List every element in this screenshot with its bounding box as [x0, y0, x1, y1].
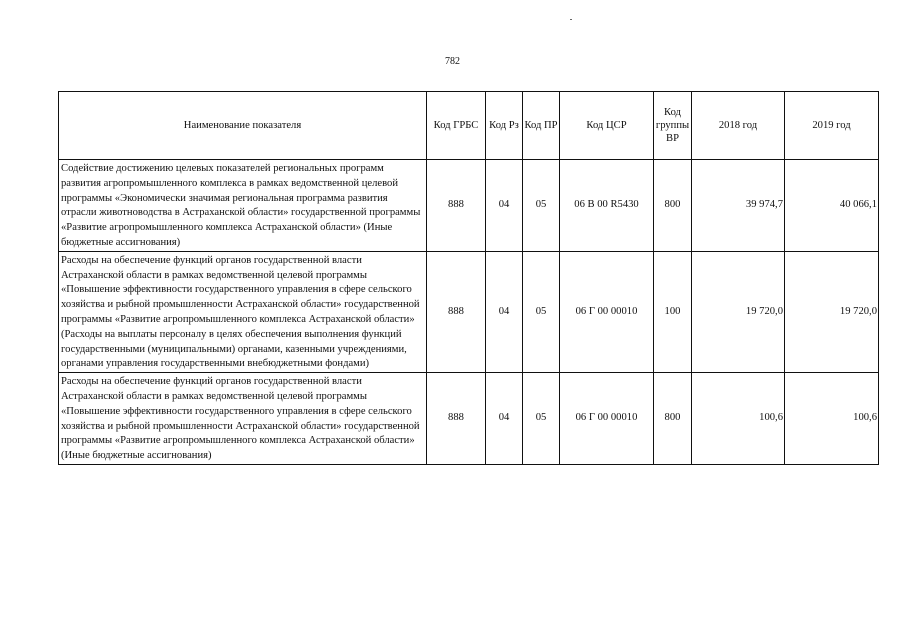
- header-year-2019: 2019 год: [785, 92, 879, 160]
- row-csr-code: 06 Г 00 00010: [560, 373, 654, 465]
- row-vr-group-code: 800: [654, 160, 692, 252]
- table-row: [59, 373, 879, 465]
- header-grbs-code: Код ГРБС: [427, 92, 486, 160]
- table-row: [59, 251, 879, 372]
- row-vr-group-code: 100: [654, 251, 692, 372]
- header-csr-code: Код ЦСР: [560, 92, 654, 160]
- row-amount-2018: 100,6: [692, 373, 785, 465]
- row-csr-code: 06 В 00 R5430: [560, 160, 654, 252]
- row-pr-code: 05: [523, 251, 560, 372]
- row-amount-2018: 19 720,0: [692, 251, 785, 372]
- row-pr-code: 05: [523, 373, 560, 465]
- row-vr-group-code: 800: [654, 373, 692, 465]
- scan-speck: [570, 19, 572, 20]
- page-number: 782: [445, 56, 460, 67]
- row-amount-2019: 19 720,0: [785, 251, 879, 372]
- row-indicator-name: Расходы на обеспечение функций органов государственной власти Астраханской области в рамках ведомственной целевой программы «Повышение эффективности государственного управления в сфере сельского хозяйства и рыбной промышленности Астраханской области» государственной программы «Развитие агропромышленного комплекса Астраханской области» (Расходы на выплаты персоналу в целях обеспечения выполнения функций государственными (муниципальными) органами, казенными учреждениями, органами управления государственными внебюджетными фондами): [59, 251, 427, 372]
- row-grbs-code: 888: [427, 160, 486, 252]
- row-grbs-code: 888: [427, 373, 486, 465]
- row-rz-code: 04: [486, 160, 523, 252]
- budget-table: [58, 91, 879, 465]
- row-amount-2019: 100,6: [785, 373, 879, 465]
- table-header-row: [59, 92, 879, 160]
- table-row: [59, 160, 879, 252]
- header-rz-code: Код Рз: [486, 92, 523, 160]
- row-pr-code: 05: [523, 160, 560, 252]
- row-indicator-name: Расходы на обеспечение функций органов государственной власти Астраханской области в рамках ведомственной целевой программы «Повышение эффективности государственного управления в сфере сельского хозяйства и рыбной промышленности Астраханской области» государственной программы «Развитие агропромышленного комплекса Астраханской области» (Иные бюджетные ассигнования): [59, 373, 427, 465]
- row-amount-2018: 39 974,7: [692, 160, 785, 252]
- row-rz-code: 04: [486, 373, 523, 465]
- row-rz-code: 04: [486, 251, 523, 372]
- row-csr-code: 06 Г 00 00010: [560, 251, 654, 372]
- row-grbs-code: 888: [427, 251, 486, 372]
- header-vr-group-code: Код группы ВР: [654, 92, 692, 160]
- row-amount-2019: 40 066,1: [785, 160, 879, 252]
- header-indicator-name: Наименование показателя: [59, 92, 427, 160]
- header-pr-code: Код ПР: [523, 92, 560, 160]
- row-indicator-name: Содействие достижению целевых показателей региональных программ развития агропромышленного комплекса в рамках ведомственной целевой программы «Экономически значимая региональная программа развития отрасли животноводства в Астраханской области» государственной программы «Развитие агропромышленного комплекса Астраханской области» (Иные бюджетные ассигнования): [59, 160, 427, 252]
- header-year-2018: 2018 год: [692, 92, 785, 160]
